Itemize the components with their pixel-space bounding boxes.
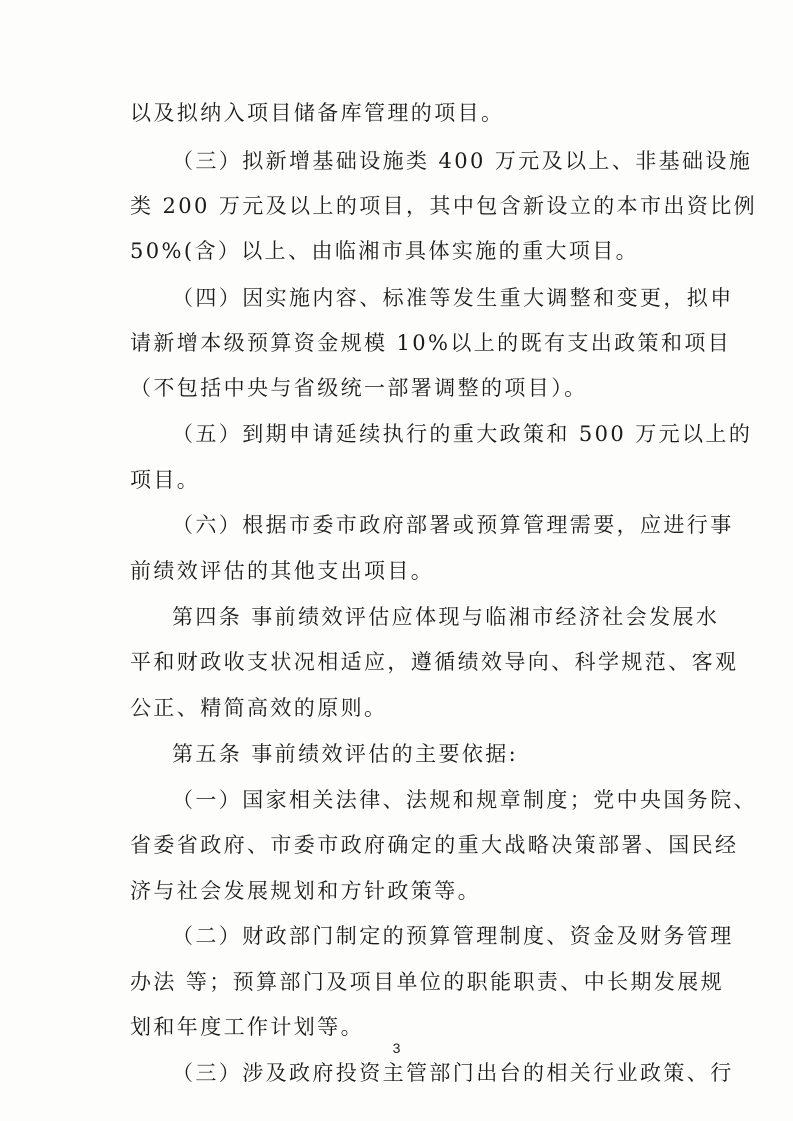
text-line: 公正、精简高效的原则。 <box>130 696 388 720</box>
text-line: 以及拟纳入项目储备库管理的项目。 <box>130 101 505 125</box>
text-line: （一）国家相关法律、法规和规章制度；党中央国务院、 <box>172 788 757 812</box>
text-line: （五）到期申请延续执行的重大政策和 500 万元以上的 <box>172 422 753 446</box>
text-line: 50%(含）以上、由临湘市具体实施的重大项目。 <box>130 239 640 263</box>
page-number: 3 <box>392 1040 401 1056</box>
text-line: 办法 等；预算部门及项目单位的职能职责、中长期发展规 <box>130 970 725 994</box>
text-line: 项目。 <box>130 468 201 492</box>
text-line: 第四条 事前绩效评估应体现与临湘市经济社会发展水 <box>172 605 720 629</box>
text-line: 请新增本级预算资金规模 10%以上的既有支出政策和项目 <box>130 331 732 355</box>
text-line: 前绩效评估的其他支出项目。 <box>130 559 435 583</box>
text-line: （不包括中央与省级统一部署调整的项目）。 <box>130 376 588 400</box>
text-line: （四）因实施内容、标准等发生重大调整和变更，拟申 <box>172 286 734 310</box>
text-line: 第五条 事前绩效评估的主要依据: <box>172 742 519 766</box>
text-line: （三）拟新增基础设施类 400 万元及以上、非基础设施 <box>172 149 753 173</box>
text-line: 济与社会发展规划和方针政策等。 <box>130 879 481 903</box>
text-line: （三）涉及政府投资主管部门出台的相关行业政策、行 <box>172 1061 734 1085</box>
text-line: （二）财政部门制定的预算管理制度、资金及财务管理 <box>172 924 734 948</box>
text-line: 类 200 万元及以上的项目，其中包含新设立的本市出资比例 <box>130 194 758 218</box>
text-line: （六）根据市委市政府部署或预算管理需要，应进行事 <box>172 513 734 537</box>
text-line: 平和财政收支状况相适应，遵循绩效导向、科学规范、客观 <box>130 650 739 674</box>
text-line: 划和年度工作计划等。 <box>130 1015 364 1039</box>
text-line: 省委省政府、市委市政府确定的重大战略决策部署、国民经 <box>130 833 739 857</box>
